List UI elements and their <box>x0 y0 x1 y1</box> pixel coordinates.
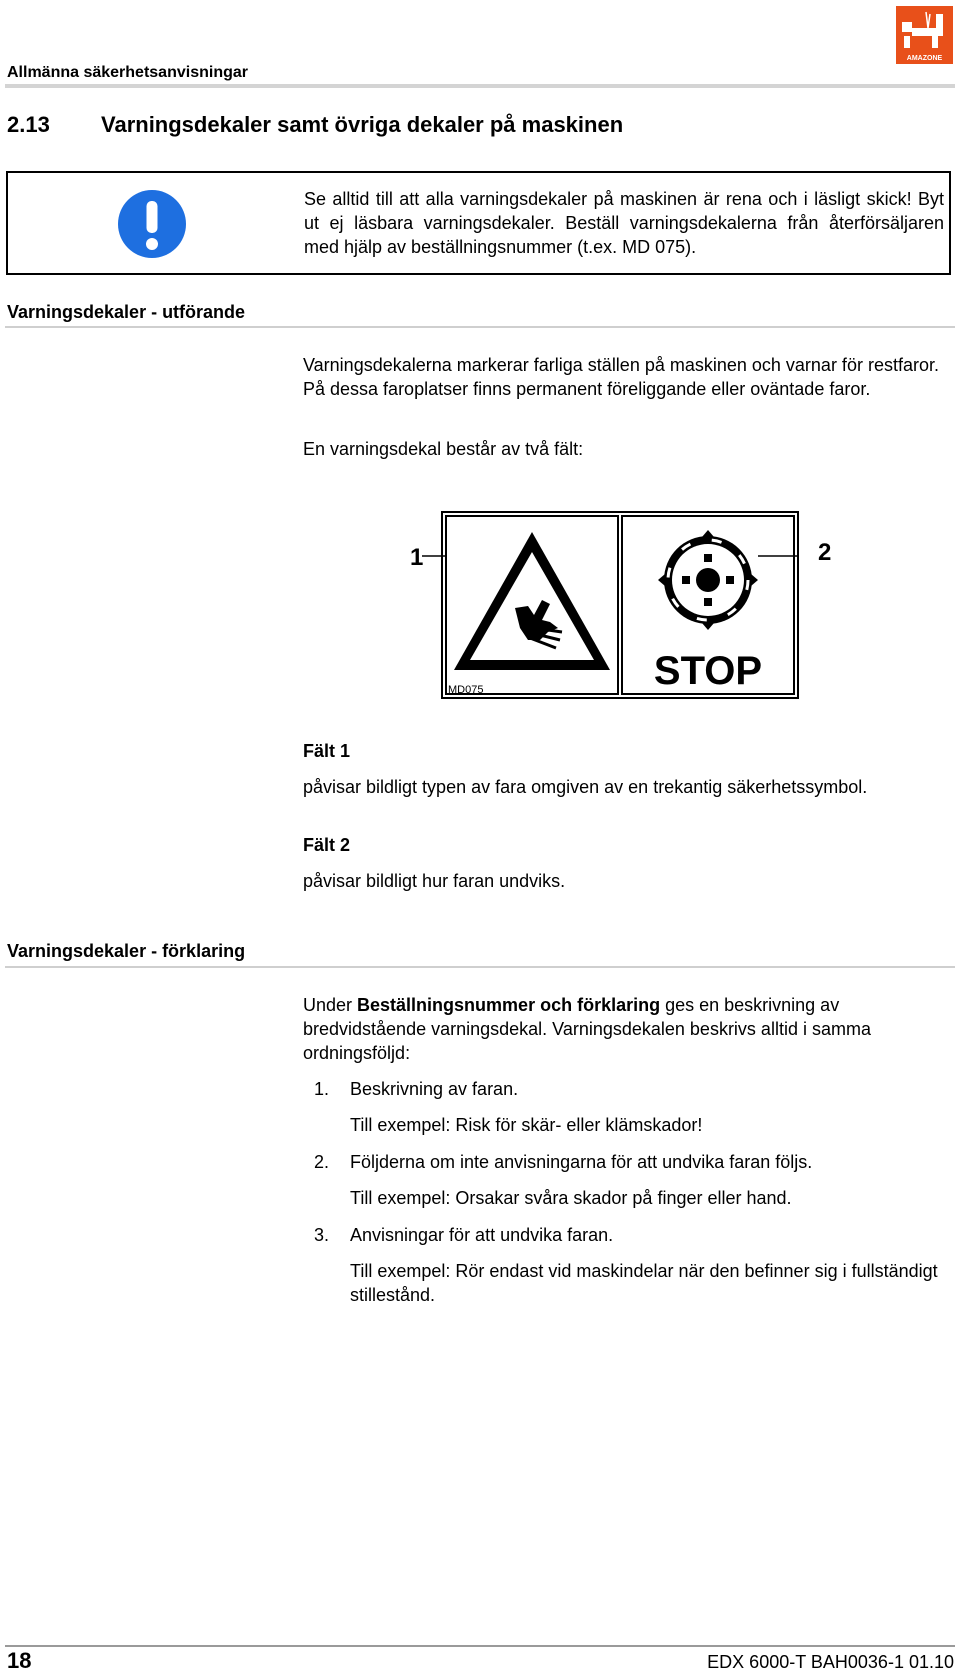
footer-rule <box>5 1645 955 1647</box>
divider <box>5 966 955 968</box>
header-rule <box>5 84 955 88</box>
list-number: 2. <box>314 1152 330 1172</box>
utforande-paragraph: Varningsdekalerna markerar farliga ställen på maskinen och varnar för restfaror. På dessa faroplatser finns permanent föreliggande eller oväntade faror. <box>303 355 939 399</box>
field-2-title: Fält 2 <box>303 835 351 855</box>
field-1-text: påvisar bildligt typen av fara omgiven av en trekantig säkerhetssymbol. <box>303 777 868 797</box>
intro-post: ges en beskrivning av bredvidstående varningsdekal. Varningsdekalen beskrivs alltid i samma ordningsföljd: <box>303 995 871 1063</box>
field-2-text: påvisar bildligt hur faran undviks. <box>303 871 566 891</box>
notice-text: Se alltid till att alla varningsdekaler på maskinen är rena och i läsligt skick! Byt ut ej läsbara varningsdekaler. Beställ varningsdekalerna från återförsäljaren med hjälp av beställningsnummer (t.ex. MD 075). <box>304 189 944 257</box>
callout-label-2: 2 <box>818 539 832 566</box>
amazone-logo <box>896 6 953 64</box>
exclamation-circle-icon <box>116 188 188 260</box>
stop-text: STOP <box>653 649 763 693</box>
field-1-title: Fält 1 <box>303 741 351 761</box>
intro-bold: Beställningsnummer och förklaring <box>357 995 661 1015</box>
document-id: EDX 6000-T BAH0036-1 01.10 <box>707 1652 954 1672</box>
list-number: 1. <box>314 1079 330 1099</box>
page-number: 18 <box>7 1648 32 1673</box>
callout-label-1: 1 <box>410 544 424 571</box>
list-item-example: Till exempel: Orsakar svåra skador på finger eller hand. <box>350 1188 792 1208</box>
list-item-text: Följderna om inte anvisningarna för att undvika faran följs. <box>350 1152 813 1172</box>
warning-decal-figure <box>410 510 800 702</box>
list-item-text: Anvisningar för att undvika faran. <box>350 1225 614 1245</box>
running-title: Allmänna säkerhetsanvisningar <box>7 64 248 81</box>
forklaring-intro <box>303 993 943 1065</box>
divider <box>5 326 955 328</box>
logo-emblem-icon <box>896 6 953 64</box>
list-item-text: Beskrivning av faran. <box>350 1079 519 1099</box>
heading-utforande: Varningsdekaler - utförande <box>7 302 246 322</box>
logo-text: AMAZONE <box>906 55 943 62</box>
utforande-paragraph-2: En varningsdekal består av två fält: <box>303 439 584 459</box>
list-item-example: Till exempel: Risk för skär- eller klämskador! <box>350 1115 703 1135</box>
heading-forklaring: Varningsdekaler - förklaring <box>7 941 246 961</box>
intro-pre: Under <box>303 995 358 1015</box>
decal-code: MD075 <box>448 684 484 696</box>
list-item-example: Till exempel: Rör endast vid maskindelar när den befinner sig i fullständigt stillestånd. <box>350 1261 938 1305</box>
section-title: Varningsdekaler samt övriga dekaler på maskinen <box>101 112 624 137</box>
list-number: 3. <box>314 1225 330 1245</box>
section-number: 2.13 <box>7 112 50 137</box>
